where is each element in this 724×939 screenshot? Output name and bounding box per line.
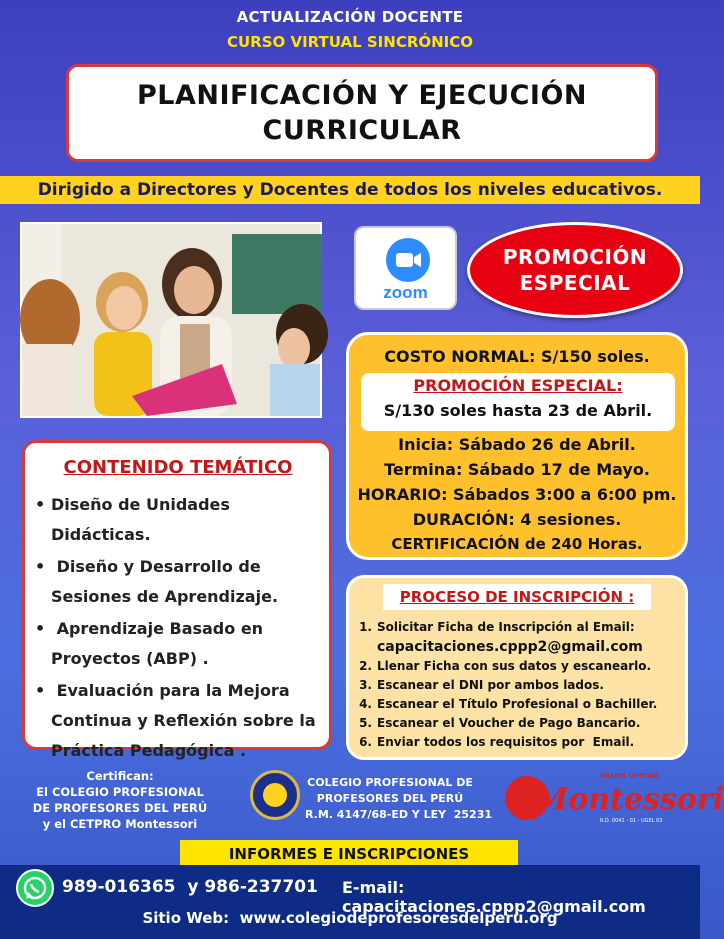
- footer-email[interactable]: E-mail: capacitaciones.cppp2@gmail.com: [342, 878, 646, 916]
- content-item-text: Aprendizaje Basado en: [51, 619, 264, 638]
- step-text: Escanear el Título Profesional o Bachiller.: [377, 697, 658, 711]
- step-text: Solicitar Ficha de Inscripción al Email:: [377, 620, 635, 634]
- classroom-photo: [20, 222, 322, 418]
- montessori-tag: VALOR OFICIAL: [600, 772, 660, 780]
- seal-emblem-icon: [263, 783, 287, 807]
- registration-step: 3. Escanear el DNI por ambos lados.: [357, 676, 677, 695]
- colegio-line: COLEGIO PROFESIONAL DE: [307, 776, 473, 789]
- content-item-text: Proyectos (ABP) .: [51, 649, 209, 668]
- registration-box: [346, 575, 688, 760]
- content-item-text: Continua y Reflexión sobre la: [51, 711, 316, 730]
- step-text: Escanear el Voucher de Pago Bancario.: [377, 716, 641, 730]
- pricing-box: [346, 332, 688, 560]
- montessori-wordmark: Montessori: [535, 782, 724, 817]
- certifiers-line: DE PROFESORES DEL PERÚ: [32, 801, 208, 815]
- content-box: [22, 440, 332, 760]
- promo-price-value: S/130 soles hasta 23 de Abril.: [383, 401, 653, 420]
- content-item-text: Sesiones de Aprendizaje.: [51, 587, 279, 606]
- montessori-logo: [495, 770, 724, 830]
- content-item: • Diseño y Desarrollo de Sesiones de Aprendizaje.: [35, 552, 321, 612]
- start-date: Inicia: Sábado 26 de Abril.: [398, 435, 636, 454]
- info-banner: INFORMES E INSCRIPCIONES: [180, 840, 518, 868]
- registration-step: 2. Llenar Ficha con sus datos y escanearlo.: [357, 657, 677, 676]
- promo-price-panel: [361, 373, 675, 431]
- normal-cost: COSTO NORMAL: S/150 soles.: [384, 347, 650, 366]
- footer: [0, 865, 700, 939]
- content-item-text: Evaluación para la Mejora: [51, 681, 290, 700]
- certifiers-text: [30, 768, 210, 832]
- content-item-text: Diseño de Unidades Didácticas.: [51, 495, 230, 544]
- registration-step: 4. Escanear el Título Profesional o Bachiller.: [357, 695, 677, 714]
- zoom-logo: [354, 226, 457, 310]
- content-item-text: Práctica Pedagógica .: [51, 741, 247, 760]
- registration-title: PROCESO DE INSCRIPCIÓN :: [383, 584, 651, 610]
- phone-numbers[interactable]: 989-016365 y 986-237701: [62, 877, 318, 897]
- website-link[interactable]: Sitio Web: www.colegiodeprofesoresdelperu.org: [142, 909, 558, 927]
- header-line1: ACTUALIZACIÓN DOCENTE: [236, 8, 464, 26]
- registration-step: 5. Escanear el Voucher de Pago Bancario.: [357, 714, 677, 733]
- colegio-text: [305, 775, 492, 823]
- whatsapp-icon[interactable]: [16, 869, 54, 907]
- header-line2: CURSO VIRTUAL SINCRÓNICO: [226, 33, 474, 51]
- zoom-camera-icon: [386, 238, 430, 282]
- content-item: • Diseño de Unidades Didácticas.: [35, 490, 321, 550]
- certifiers-line: y el CETPRO Montessori: [42, 817, 198, 831]
- content-item-text: Diseño y Desarrollo de: [51, 557, 261, 576]
- certification-hours: CERTIFICACIÓN de 240 Horas.: [391, 535, 643, 553]
- certifiers-line: Certifican:: [86, 769, 154, 783]
- promo-line2: ESPECIAL: [519, 271, 631, 295]
- content-item: • Aprendizaje Basado en Proyectos (ABP) .: [35, 614, 321, 674]
- content-title: CONTENIDO TEMÁTICO: [63, 457, 293, 478]
- colegio-line: PROFESORES DEL PERÚ: [316, 792, 464, 805]
- colegio-seal-logo: [250, 770, 300, 820]
- registration-email: capacitaciones.cppp2@gmail.com: [377, 639, 643, 655]
- zoom-label: zoom: [383, 283, 428, 302]
- duration: DURACIÓN: 4 sesiones.: [412, 510, 622, 529]
- promo-badge: [467, 222, 683, 318]
- promo-line1: PROMOCIÓN: [502, 245, 648, 269]
- registration-step: 1. Solicitar Ficha de Inscripción al Email:: [357, 618, 677, 637]
- colegio-line: R.M. 4147/68-ED Y LEY 25231: [305, 808, 492, 821]
- course-title-box: [66, 64, 658, 162]
- certifiers-line: El COLEGIO PROFESIONAL: [36, 785, 204, 799]
- course-title-line1: PLANIFICACIÓN Y EJECUCIÓN: [136, 80, 588, 111]
- montessori-rm: R.D. 0041 - 01 - UGEL 03: [600, 818, 663, 824]
- end-date: Termina: Sábado 17 de Mayo.: [384, 460, 650, 479]
- step-text: Enviar todos los requisitos por Email.: [377, 735, 635, 749]
- promo-price-label: PROMOCIÓN ESPECIAL:: [413, 376, 623, 395]
- audience-banner: Dirigido a Directores y Docentes de todos los niveles educativos.: [0, 176, 700, 204]
- registration-step: 6. Enviar todos los requisitos por Email.: [357, 733, 677, 752]
- course-title-line2: CURRICULAR: [262, 115, 462, 146]
- step-text: Escanear el DNI por ambos lados.: [377, 678, 604, 692]
- step-text: Llenar Ficha con sus datos y escanearlo.: [377, 659, 652, 673]
- content-item: • Evaluación para la Mejora Continua y Reflexión sobre la Práctica Pedagógica .: [35, 676, 321, 766]
- schedule: HORARIO: Sábados 3:00 a 6:00 pm.: [357, 485, 677, 504]
